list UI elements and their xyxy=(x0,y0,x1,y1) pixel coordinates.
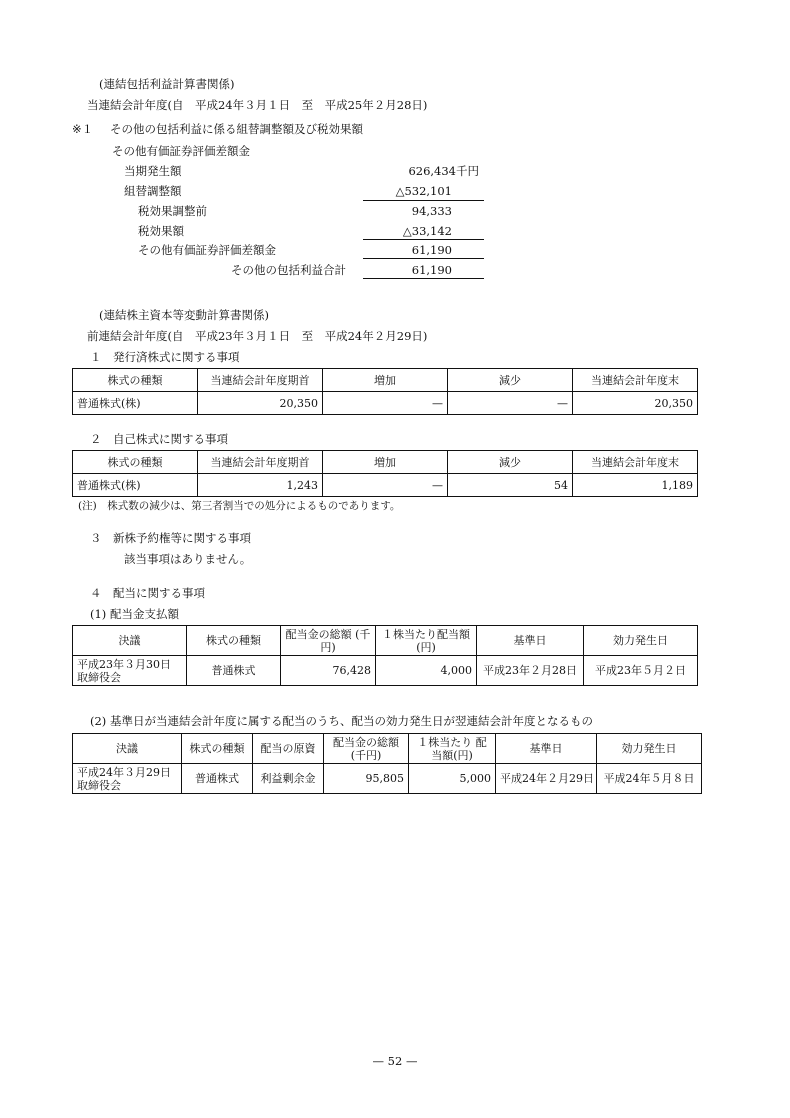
col-header: 株式の種類 xyxy=(187,626,281,656)
cell: 1,189 xyxy=(573,474,698,497)
col-header: 配当金の総額 (千円) xyxy=(324,734,409,764)
dividends-next-year-table xyxy=(72,733,702,794)
page-number: — 52 — xyxy=(372,1054,418,1068)
note-title: その他の包括利益に係る組替調整額及び税効果額 xyxy=(110,122,363,136)
col-header: １株当たり 配当額(円) xyxy=(409,734,496,764)
cell: — xyxy=(323,474,448,497)
rule-3 xyxy=(363,258,484,259)
section2-title: ２ 自己株式に関する事項 xyxy=(90,432,228,446)
equity-period: 前連結会計年度(自 平成23年３月１日 至 平成24年２月29日) xyxy=(87,329,428,343)
col-header: 当連結会計年度期首 xyxy=(198,369,323,392)
comprehensive-heading: (連結包括利益計算書関係) xyxy=(99,77,235,91)
col-header: 当連結会計年度末 xyxy=(573,369,698,392)
cell: 普通株式(株) xyxy=(73,474,198,497)
cell: 普通株式 xyxy=(187,656,281,686)
table-row xyxy=(73,764,702,794)
col-header: 基準日 xyxy=(477,626,584,656)
col-header: １株当たり配当額 (円) xyxy=(376,626,477,656)
row-value-total: 61,190 xyxy=(411,263,452,277)
section4-sub1-title: (1) 配当金支払額 xyxy=(90,607,179,621)
rule-4 xyxy=(363,278,484,279)
row-label-before-tax: 税効果調整前 xyxy=(138,204,207,218)
rule-2 xyxy=(363,239,484,240)
dividends-paid-table xyxy=(72,625,698,686)
equity-heading: (連結株主資本等変動計算書関係) xyxy=(99,308,269,322)
table-row xyxy=(73,474,698,497)
col-header: 減少 xyxy=(448,451,573,474)
cell: 利益剰余金 xyxy=(253,764,324,794)
row-label-valuation: その他有価証券評価差額金 xyxy=(138,243,276,257)
row-value-reclass: △532,101 xyxy=(395,184,452,198)
section3-body: 該当事項はありません。 xyxy=(124,552,252,566)
category-label: その他有価証券評価差額金 xyxy=(112,144,250,158)
cell: 平成23年２月28日 xyxy=(477,656,584,686)
section2-note: (注) 株式数の減少は、第三者割当での処分によるものであります。 xyxy=(78,500,401,512)
cell: 95,805 xyxy=(324,764,409,794)
col-header: 効力発生日 xyxy=(584,626,698,656)
cell: 平成23年５月２日 xyxy=(584,656,698,686)
cell: 5,000 xyxy=(409,764,496,794)
note-mark: ※１ xyxy=(72,122,94,136)
cell: 普通株式 xyxy=(182,764,253,794)
section4-sub2-title: (2) 基準日が当連結会計年度に属する配当のうち、配当の効力発生日が翌連結会計年度となるもの xyxy=(90,714,593,728)
col-header: 増加 xyxy=(323,451,448,474)
col-header: 当連結会計年度末 xyxy=(573,451,698,474)
issued-shares-table xyxy=(72,368,698,415)
col-header: 効力発生日 xyxy=(597,734,702,764)
section1-title: １ 発行済株式に関する事項 xyxy=(90,350,240,364)
cell: 54 xyxy=(448,474,573,497)
row-value-tax: △33,142 xyxy=(402,224,452,238)
row-value-current: 626,434千円 xyxy=(408,164,479,178)
cell: 普通株式(株) xyxy=(73,392,198,415)
row-value-before-tax: 94,333 xyxy=(411,204,452,218)
col-header: 増加 xyxy=(323,369,448,392)
table-row xyxy=(73,392,698,415)
rule-1 xyxy=(363,200,484,201)
cell: 1,243 xyxy=(198,474,323,497)
col-header: 決議 xyxy=(73,734,182,764)
cell: 76,428 xyxy=(281,656,376,686)
cell: 4,000 xyxy=(376,656,477,686)
col-header: 当連結会計年度期首 xyxy=(198,451,323,474)
cell: — xyxy=(448,392,573,415)
col-header: 株式の種類 xyxy=(73,451,198,474)
cell: 平成24年２月29日 xyxy=(496,764,597,794)
col-header: 株式の種類 xyxy=(182,734,253,764)
section3-title: ３ 新株予約権等に関する事項 xyxy=(90,531,251,545)
row-label-current: 当期発生額 xyxy=(124,164,182,178)
col-header: 基準日 xyxy=(496,734,597,764)
col-header: 配当の原資 xyxy=(253,734,324,764)
row-value-valuation: 61,190 xyxy=(411,243,452,257)
cell: 平成24年３月29日 取締役会 xyxy=(73,764,182,794)
col-header: 減少 xyxy=(448,369,573,392)
row-label-total: その他の包括利益合計 xyxy=(231,263,346,277)
cell: — xyxy=(323,392,448,415)
cell: 平成23年３月30日 取締役会 xyxy=(73,656,187,686)
section4-title: ４ 配当に関する事項 xyxy=(90,586,205,600)
cell: 20,350 xyxy=(198,392,323,415)
comprehensive-period: 当連結会計年度(自 平成24年３月１日 至 平成25年２月28日) xyxy=(87,98,428,112)
col-header: 決議 xyxy=(73,626,187,656)
treasury-shares-table xyxy=(72,450,698,497)
table-row xyxy=(73,656,698,686)
col-header: 株式の種類 xyxy=(73,369,198,392)
col-header: 配当金の総額 (千円) xyxy=(281,626,376,656)
cell: 20,350 xyxy=(573,392,698,415)
row-label-tax: 税効果額 xyxy=(138,224,184,238)
row-label-reclass: 組替調整額 xyxy=(124,184,182,198)
cell: 平成24年５月８日 xyxy=(597,764,702,794)
